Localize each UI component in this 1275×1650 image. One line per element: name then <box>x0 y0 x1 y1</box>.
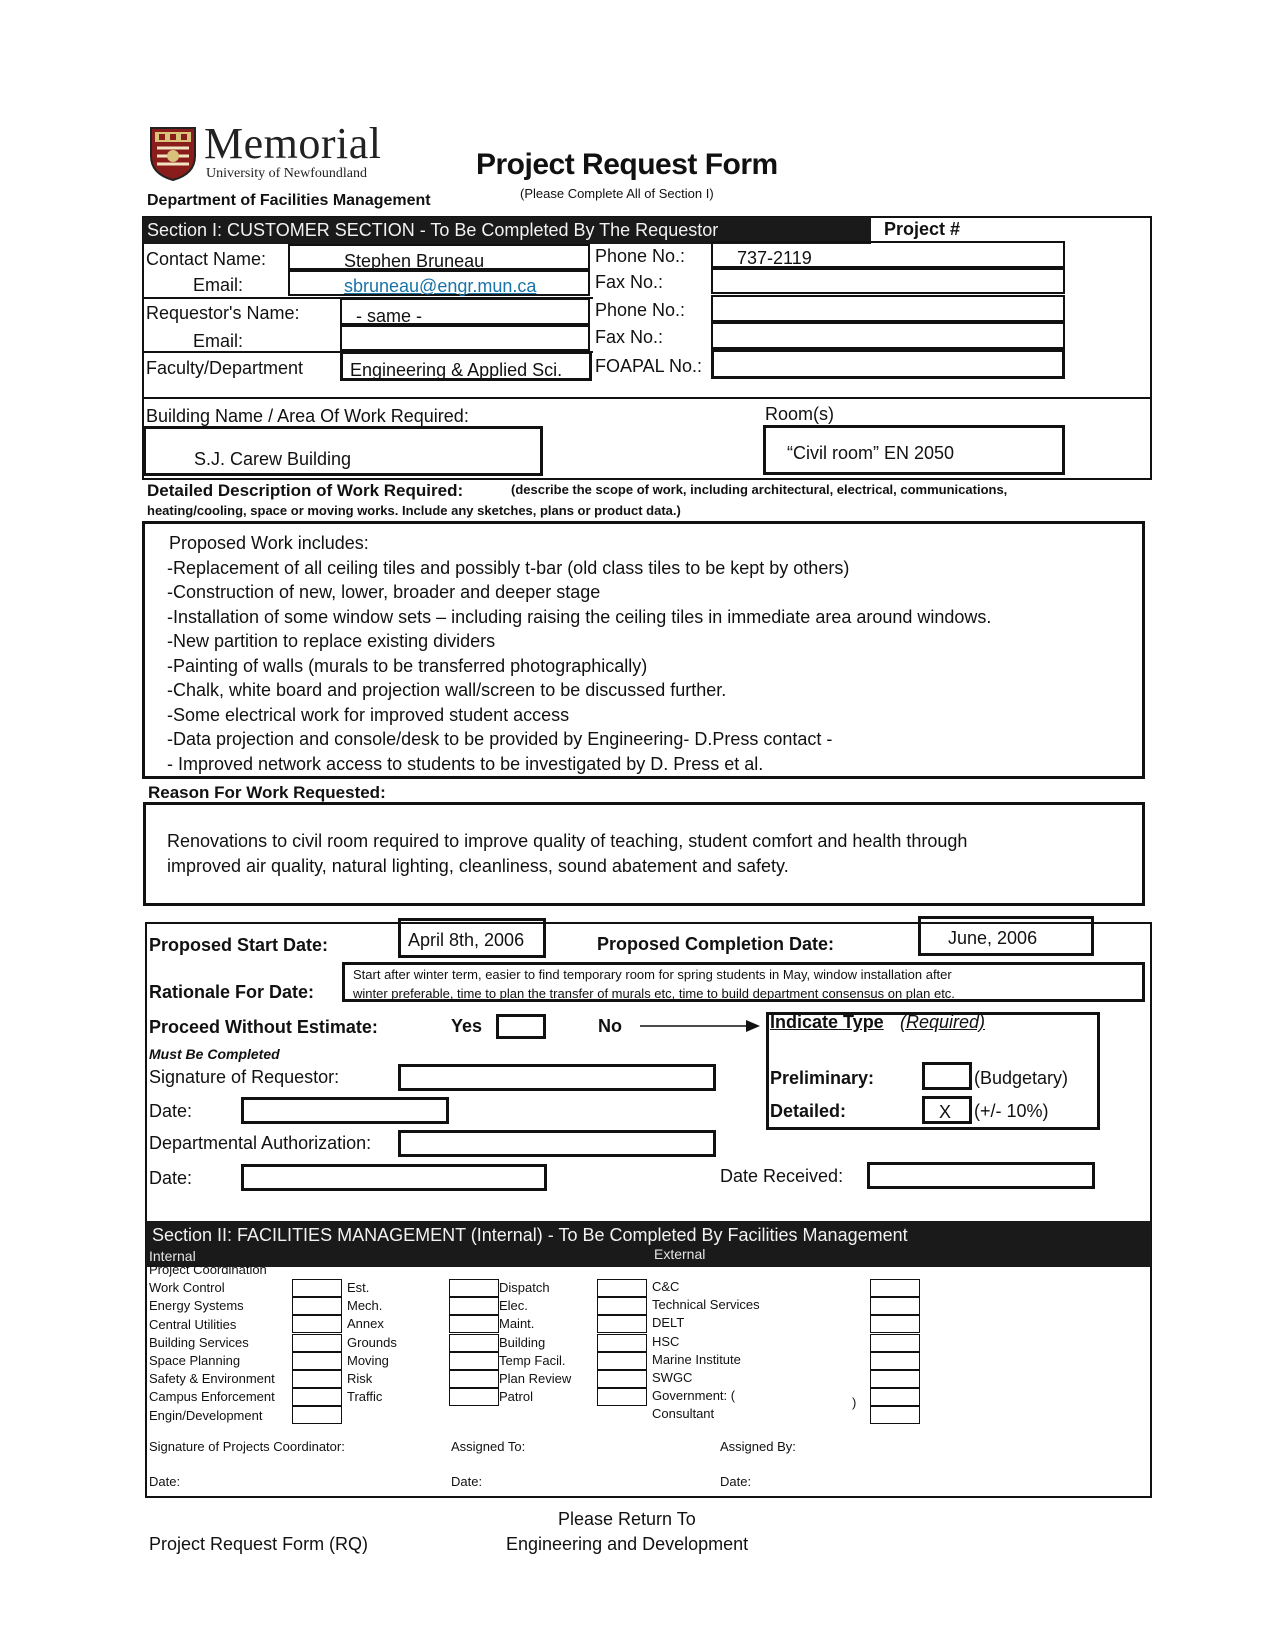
indicate-type-label: Indicate Type <box>770 1012 884 1032</box>
description-hint: (describe the scope of work, including architectural, electrical, communications, <box>511 482 1008 497</box>
start-date-value: April 8th, 2006 <box>408 930 525 950</box>
routing-checkbox[interactable] <box>292 1279 342 1297</box>
preliminary-label: Preliminary: <box>770 1068 875 1088</box>
routing-option-label: Building <box>499 1334 546 1350</box>
accuracy-label: (+/- 10%) <box>974 1101 1049 1121</box>
description-line: -Construction of new, lower, broader and deeper stage <box>167 582 601 602</box>
routing-checkbox[interactable] <box>870 1315 920 1333</box>
routing-checkbox[interactable] <box>449 1352 499 1370</box>
description-hint-2: heating/cooling, space or moving works. Include any sketches, plans or product data.) <box>147 503 681 518</box>
routing-checkbox[interactable] <box>597 1279 647 1297</box>
start-date-label: Proposed Start Date: <box>149 935 329 955</box>
logo-subtitle: University of Newfoundland <box>206 166 367 181</box>
contact-phone-value: 737-2119 <box>737 248 812 268</box>
routing-checkbox[interactable] <box>870 1370 920 1388</box>
required-label: (Required) <box>900 1012 986 1032</box>
assigned-to-label: Assigned To: <box>451 1439 526 1454</box>
routing-checkbox[interactable] <box>870 1388 920 1406</box>
date-label: Date: <box>149 1474 181 1489</box>
requestor-phone-field[interactable] <box>711 295 1065 322</box>
signature-label: Signature of Requestor: <box>149 1067 340 1087</box>
section2-heading: Section II: FACILITIES MANAGEMENT (Internal) - To Be Completed By Facilities Management <box>152 1225 908 1245</box>
arrow-right-icon <box>640 1019 760 1033</box>
routing-option-label: Safety & Environment <box>149 1371 275 1387</box>
routing-checkbox[interactable] <box>292 1352 342 1370</box>
routing-checkbox[interactable] <box>292 1315 342 1333</box>
routing-checkbox[interactable] <box>292 1388 342 1406</box>
faculty-value: Engineering & Applied Sci. <box>350 360 563 380</box>
routing-checkbox[interactable] <box>597 1370 647 1388</box>
building-value: S.J. Carew Building <box>194 449 352 469</box>
routing-option-label: Risk <box>347 1371 373 1386</box>
routing-option-label: Mech. <box>347 1298 383 1314</box>
project-number-label: Project # <box>884 219 961 239</box>
routing-checkbox[interactable] <box>870 1352 920 1370</box>
routing-option-label: C&C <box>652 1279 680 1294</box>
description-line: -Some electrical work for improved student access <box>167 705 570 725</box>
signature-date-field[interactable] <box>241 1097 449 1124</box>
routing-checkbox[interactable] <box>449 1279 499 1297</box>
contact-email-link[interactable]: sbruneau@engr.mun.ca <box>344 276 537 296</box>
description-line: -Installation of some window sets – including raising the ceiling tiles in immediate area around windows. <box>167 607 992 627</box>
detailed-label: Detailed: <box>770 1101 847 1121</box>
routing-checkbox[interactable] <box>597 1297 647 1315</box>
signature-field[interactable] <box>398 1064 716 1091</box>
description-line: -Chalk, white board and projection wall/screen to be discussed further. <box>167 680 727 700</box>
date-received-label: Date Received: <box>720 1166 844 1186</box>
external-label: External <box>654 1246 706 1262</box>
dept-authorization-label: Departmental Authorization: <box>149 1133 372 1153</box>
routing-checkbox[interactable] <box>597 1352 647 1370</box>
rationale-label: Rationale For Date: <box>149 982 315 1002</box>
no-label: No <box>598 1016 622 1036</box>
completion-date-label: Proposed Completion Date: <box>597 934 835 954</box>
building-label: Building Name / Area Of Work Required: <box>146 406 469 426</box>
contact-email-label: Email: <box>193 275 244 295</box>
routing-option-label: Maint. <box>499 1316 535 1332</box>
description-heading: Detailed Description of Work Required: <box>147 481 464 500</box>
routing-checkbox[interactable] <box>292 1370 342 1388</box>
form-subtitle: (Please Complete All of Section I) <box>520 186 714 201</box>
detailed-mark: X <box>939 1102 952 1122</box>
dept-authorization-field[interactable] <box>398 1130 716 1157</box>
routing-option-label: Space Planning <box>149 1353 241 1368</box>
internal-label: Internal <box>149 1248 196 1264</box>
routing-option-label: SWGC <box>652 1370 693 1385</box>
description-line: -New partition to replace existing dividers <box>167 631 496 651</box>
foapal-field[interactable] <box>711 349 1065 379</box>
routing-option-label: Dispatch <box>499 1280 550 1295</box>
coordinator-signature-label: Signature of Projects Coordinator: <box>149 1439 345 1454</box>
must-complete-label: Must Be Completed <box>149 1046 280 1062</box>
date-label: Date: <box>720 1474 752 1489</box>
routing-option-label: Campus Enforcement <box>149 1389 275 1405</box>
routing-checkbox[interactable] <box>597 1388 647 1406</box>
rooms-label: Room(s) <box>765 404 835 424</box>
routing-checkbox[interactable] <box>449 1297 499 1315</box>
reason-line: Renovations to civil room required to improve quality of teaching, student comfort and health through <box>167 831 968 851</box>
proceed-yes-checkbox[interactable] <box>496 1014 546 1039</box>
routing-option-label: Plan Review <box>499 1371 572 1386</box>
logo-wordmark: Memorial <box>204 119 382 168</box>
completion-date-value: June, 2006 <box>948 928 1038 948</box>
reason-heading: Reason For Work Requested: <box>148 783 386 802</box>
routing-option-label: Traffic <box>347 1389 383 1405</box>
routing-checkbox[interactable] <box>597 1315 647 1333</box>
contact-fax-label: Fax No.: <box>595 272 664 292</box>
faculty-label: Faculty/Department <box>146 358 304 378</box>
routing-checkbox[interactable] <box>870 1406 920 1424</box>
routing-option-label: Work Control <box>149 1280 225 1296</box>
requestor-phone-label: Phone No.: <box>595 300 686 320</box>
yes-label: Yes <box>451 1016 483 1036</box>
description-line: - Improved network access to students to be investigated by D. Press et al. <box>167 754 764 774</box>
form-title: Project Request Form <box>476 148 778 181</box>
description-line: -Replacement of all ceiling tiles and possibly t-bar (old class tiles to be kept by others) <box>167 558 850 578</box>
description-line: -Data projection and console/desk to be provided by Engineering- D.Press contact - <box>167 729 833 749</box>
routing-checkbox[interactable] <box>597 1334 647 1352</box>
rationale-line: Start after winter term, easier to find temporary room for spring students in May, window installation after <box>353 967 952 982</box>
routing-option-label: Temp Facil. <box>499 1352 566 1368</box>
requestor-name-value: - same - <box>356 306 423 326</box>
rationale-line: winter preferable, time to plan the transfer of murals etc, time to build department consensus on plan etc. <box>353 986 955 1001</box>
reason-line: improved air quality, natural lighting, cleanliness, sound abatement and safety. <box>167 856 789 876</box>
rooms-value: “Civil room” EN 2050 <box>787 443 955 463</box>
date-label: Date: <box>451 1474 483 1489</box>
divider <box>143 397 1151 399</box>
routing-option-label: Central Utilities <box>149 1316 237 1332</box>
contact-fax-field[interactable] <box>711 268 1065 294</box>
government-close-paren: ) <box>852 1395 857 1410</box>
requestor-name-label: Requestor's Name: <box>146 303 300 323</box>
routing-option-label: Annex <box>347 1316 384 1332</box>
section1-heading: Section I: CUSTOMER SECTION - To Be Completed By The Requestor <box>147 220 719 240</box>
routing-option-label: Project Coordination <box>149 1262 267 1277</box>
routing-option-label: Consultant <box>652 1406 715 1422</box>
routing-checkbox[interactable] <box>870 1297 920 1315</box>
reason-box[interactable] <box>143 802 1145 906</box>
routing-option-label: HSC <box>652 1333 680 1349</box>
authorization-date-field[interactable] <box>241 1164 547 1191</box>
routing-checkbox[interactable] <box>292 1406 342 1424</box>
routing-checkbox[interactable] <box>870 1334 920 1352</box>
routing-checkbox[interactable] <box>449 1334 499 1352</box>
routing-checkbox[interactable] <box>870 1279 920 1297</box>
routing-option-label: Patrol <box>499 1389 533 1405</box>
requestor-email-field[interactable] <box>340 325 590 351</box>
contact-name-label: Contact Name: <box>146 249 267 269</box>
routing-option-label: Est. <box>347 1280 370 1295</box>
university-crest-icon <box>149 126 197 182</box>
return-to-label: Please Return To <box>558 1509 696 1529</box>
department-name: Department of Facilities Management <box>147 192 431 209</box>
date-label: Date: <box>149 1101 193 1121</box>
routing-option-label: DELT <box>652 1315 685 1331</box>
budgetary-label: (Budgetary) <box>974 1068 1069 1088</box>
routing-option-label: Moving <box>347 1352 389 1368</box>
requestor-fax-field[interactable] <box>711 322 1065 349</box>
routing-option-label: Elec. <box>499 1298 528 1314</box>
date-label: Date: <box>149 1168 193 1188</box>
routing-checkbox[interactable] <box>292 1334 342 1352</box>
return-to-department: Engineering and Development <box>506 1534 749 1554</box>
routing-checkbox[interactable] <box>292 1297 342 1315</box>
routing-option-label: Technical Services <box>652 1297 760 1313</box>
routing-option-label: Engin/Development <box>149 1407 263 1423</box>
routing-option-label: Grounds <box>347 1334 397 1350</box>
routing-option-label: Building Services <box>149 1334 249 1350</box>
routing-option-label: Government: ( <box>652 1388 736 1404</box>
routing-checkbox[interactable] <box>449 1315 499 1333</box>
routing-option-label: Marine Institute <box>652 1351 741 1367</box>
contact-name-value: Stephen Bruneau <box>344 251 485 271</box>
date-received-field[interactable] <box>867 1162 1095 1189</box>
footer-form-code: Project Request Form (RQ) <box>149 1534 369 1554</box>
assigned-by-label: Assigned By: <box>720 1439 796 1454</box>
foapal-label: FOAPAL No.: <box>595 356 703 376</box>
proceed-label: Proceed Without Estimate: <box>149 1017 378 1037</box>
preliminary-checkbox[interactable] <box>922 1062 972 1090</box>
requestor-email-label: Email: <box>193 331 244 351</box>
description-line: Proposed Work includes: <box>169 533 369 553</box>
description-line: -Painting of walls (murals to be transferred photographically) <box>167 656 648 676</box>
routing-checkbox[interactable] <box>449 1388 499 1406</box>
contact-phone-label: Phone No.: <box>595 246 686 266</box>
routing-option-label: Energy Systems <box>149 1298 244 1314</box>
requestor-fax-label: Fax No.: <box>595 327 664 347</box>
routing-checkbox[interactable] <box>449 1370 499 1388</box>
